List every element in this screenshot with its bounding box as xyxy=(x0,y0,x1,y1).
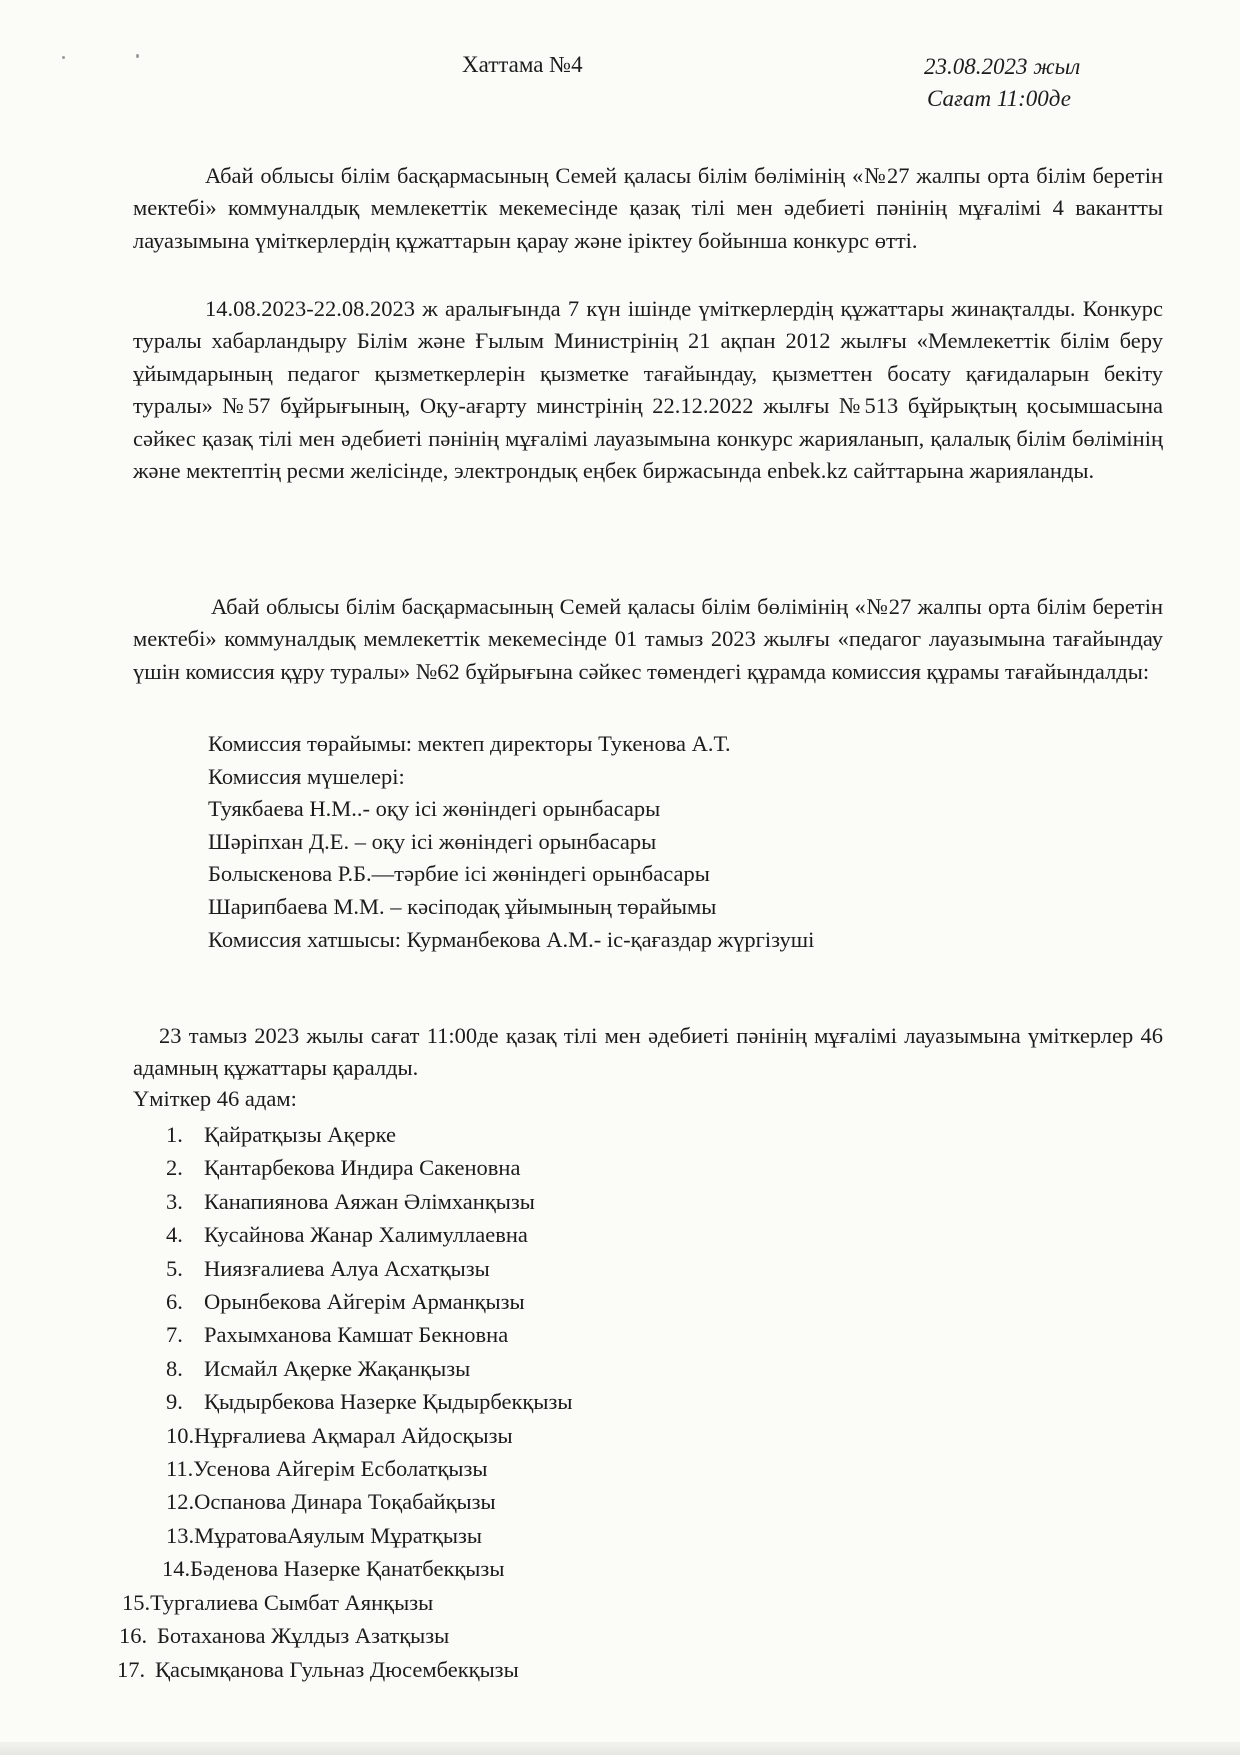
paragraph-announcement-text: 14.08.2023-22.08.2023 ж аралығында 7 күн ішінде үміткерлердің құжаттары жинақталды. Конкурс туралы хабарландыру Білім және Ғылым Министрінің 21 ақпан 2012 жылғы «Мемлекеттік білім беру ұйымдарының педагог қызметкерлерін қызметке тағайындау, қызметтен босату қағидаларын бекіту туралы» №57 бұйрығының, Оқу-ағарту минстрінің 22.12.2022 жылғы №513 бұйрықтың қосымшасына сәйкес қазақ тілі мен әдебиеті пәнінің мұғалімі лауазымына конкурс жарияланып, қалалық білім бөлімінің және мектептің ресми желісінде, электрондық еңбек биржасында enbek.kz сайттарына жарияланды. xyxy=(133,296,1163,484)
list-item: 14.Бәденова Назерке Қанатбекқызы xyxy=(162,1556,505,1582)
list-item: 3. Канапиянова Аяжан Әлімханқызы xyxy=(166,1188,535,1214)
scan-bottom-edge xyxy=(0,1742,1240,1755)
list-item: 8. Исмайл Ақерке Жақанқызы xyxy=(166,1355,471,1381)
candidates-heading: Үміткер 46 адам: xyxy=(133,1086,297,1111)
commission-member: Шәріпхан Д.Е. – оқу ісі жөніндегі орынбасары xyxy=(208,828,657,854)
document-title: Хаттама №4 xyxy=(462,52,583,77)
scan-speck xyxy=(62,56,65,59)
list-item: 4. Кусайнова Жанар Халимуллаевна xyxy=(166,1222,528,1248)
commission-members-label: Комиссия мүшелері: xyxy=(208,763,405,789)
paragraph-intro xyxy=(133,160,1163,257)
commission-list xyxy=(208,728,814,956)
commission-chair: Комиссия төрайымы: мектеп директоры Тукенова А.Т. xyxy=(208,731,731,756)
paragraph-review-text: 23 тамыз 2023 жылы сағат 11:00де қазақ тілі мен әдебиеті пәнінің мұғалімі лауазымына үміткерлер 46 адамның құжаттары қаралды. xyxy=(133,1023,1163,1081)
paragraph-intro-text: Абай облысы білім басқармасының Семей қаласы білім бөлімінің «№27 жалпы орта білім беретін мектебі» коммуналдық мемлекеттік мекемесінде қазақ тілі мен әдебиеті пәнінің мұғалімі 4 вакантты лауазымына үміткерлердің құжаттарын қарау және іріктеу бойынша конкурс өтті. xyxy=(133,163,1163,253)
list-item: 6. Орынбекова Айгерім Арманқызы xyxy=(166,1289,525,1315)
paragraph-announcement xyxy=(133,293,1163,487)
scan-speck xyxy=(136,54,139,58)
list-item: 10.Нұрғалиева Ақмарал Айдосқызы xyxy=(166,1422,513,1448)
commission-member: Туякбаева Н.М..- оқу ісі жөніндегі орынбасары xyxy=(208,796,661,822)
paragraph-review xyxy=(133,1020,1163,1085)
list-item: 1. Қайратқызы Ақерке xyxy=(166,1122,396,1147)
list-item: 11.Усенова Айгерім Есболатқызы xyxy=(166,1456,488,1482)
list-item: 7. Рахымханова Камшат Бекновна xyxy=(166,1322,509,1348)
commission-member: Шарипбаева М.М. – кәсіподақ ұйымының төрайымы xyxy=(208,893,717,919)
list-item: 9. Қыдырбекова Назерке Қыдырбекқызы xyxy=(166,1389,573,1415)
list-item: 2. Қантарбекова Индира Сакеновна xyxy=(166,1155,521,1181)
list-item: 13.МұратоваАяулым Мұратқызы xyxy=(166,1522,482,1548)
document-date: 23.08.2023 жыл xyxy=(924,54,1081,79)
paragraph-commission-order-text: Абай облысы білім басқармасының Семей қаласы білім бөлімінің «№27 жалпы орта білім беретін мектебі» коммуналдық мемлекеттік мекемесінде 01 тамыз 2023 жылғы «педагог лауазымына тағайындау үшін комиссия құру туралы» №62 бұйрығына сәйкес төмендегі құрамда комиссия құрамы тағайындалды: xyxy=(133,594,1163,684)
list-item: 16. Ботаханова Жұлдыз Азатқызы xyxy=(119,1623,450,1649)
list-item: 17. Қасымқанова Гульназ Дюсембекқызы xyxy=(117,1656,519,1682)
commission-member: Болыскенова Р.Б.—тәрбие ісі жөніндегі орынбасары xyxy=(208,861,710,887)
list-item: 5. Ниязғалиева Алуа Асхатқызы xyxy=(166,1255,490,1281)
paragraph-commission-order xyxy=(133,591,1163,688)
candidates-list xyxy=(0,1118,572,1686)
list-item: 12.Оспанова Динара Тоқабайқызы xyxy=(166,1489,496,1515)
list-item: 15.Тургалиева Сымбат Аянқызы xyxy=(122,1589,434,1615)
document-time: Сағат 11:00де xyxy=(927,86,1071,111)
commission-secretary: Комиссия хатшысы: Курманбекова А.М.- іс-қағаздар жүргізуші xyxy=(208,926,815,952)
